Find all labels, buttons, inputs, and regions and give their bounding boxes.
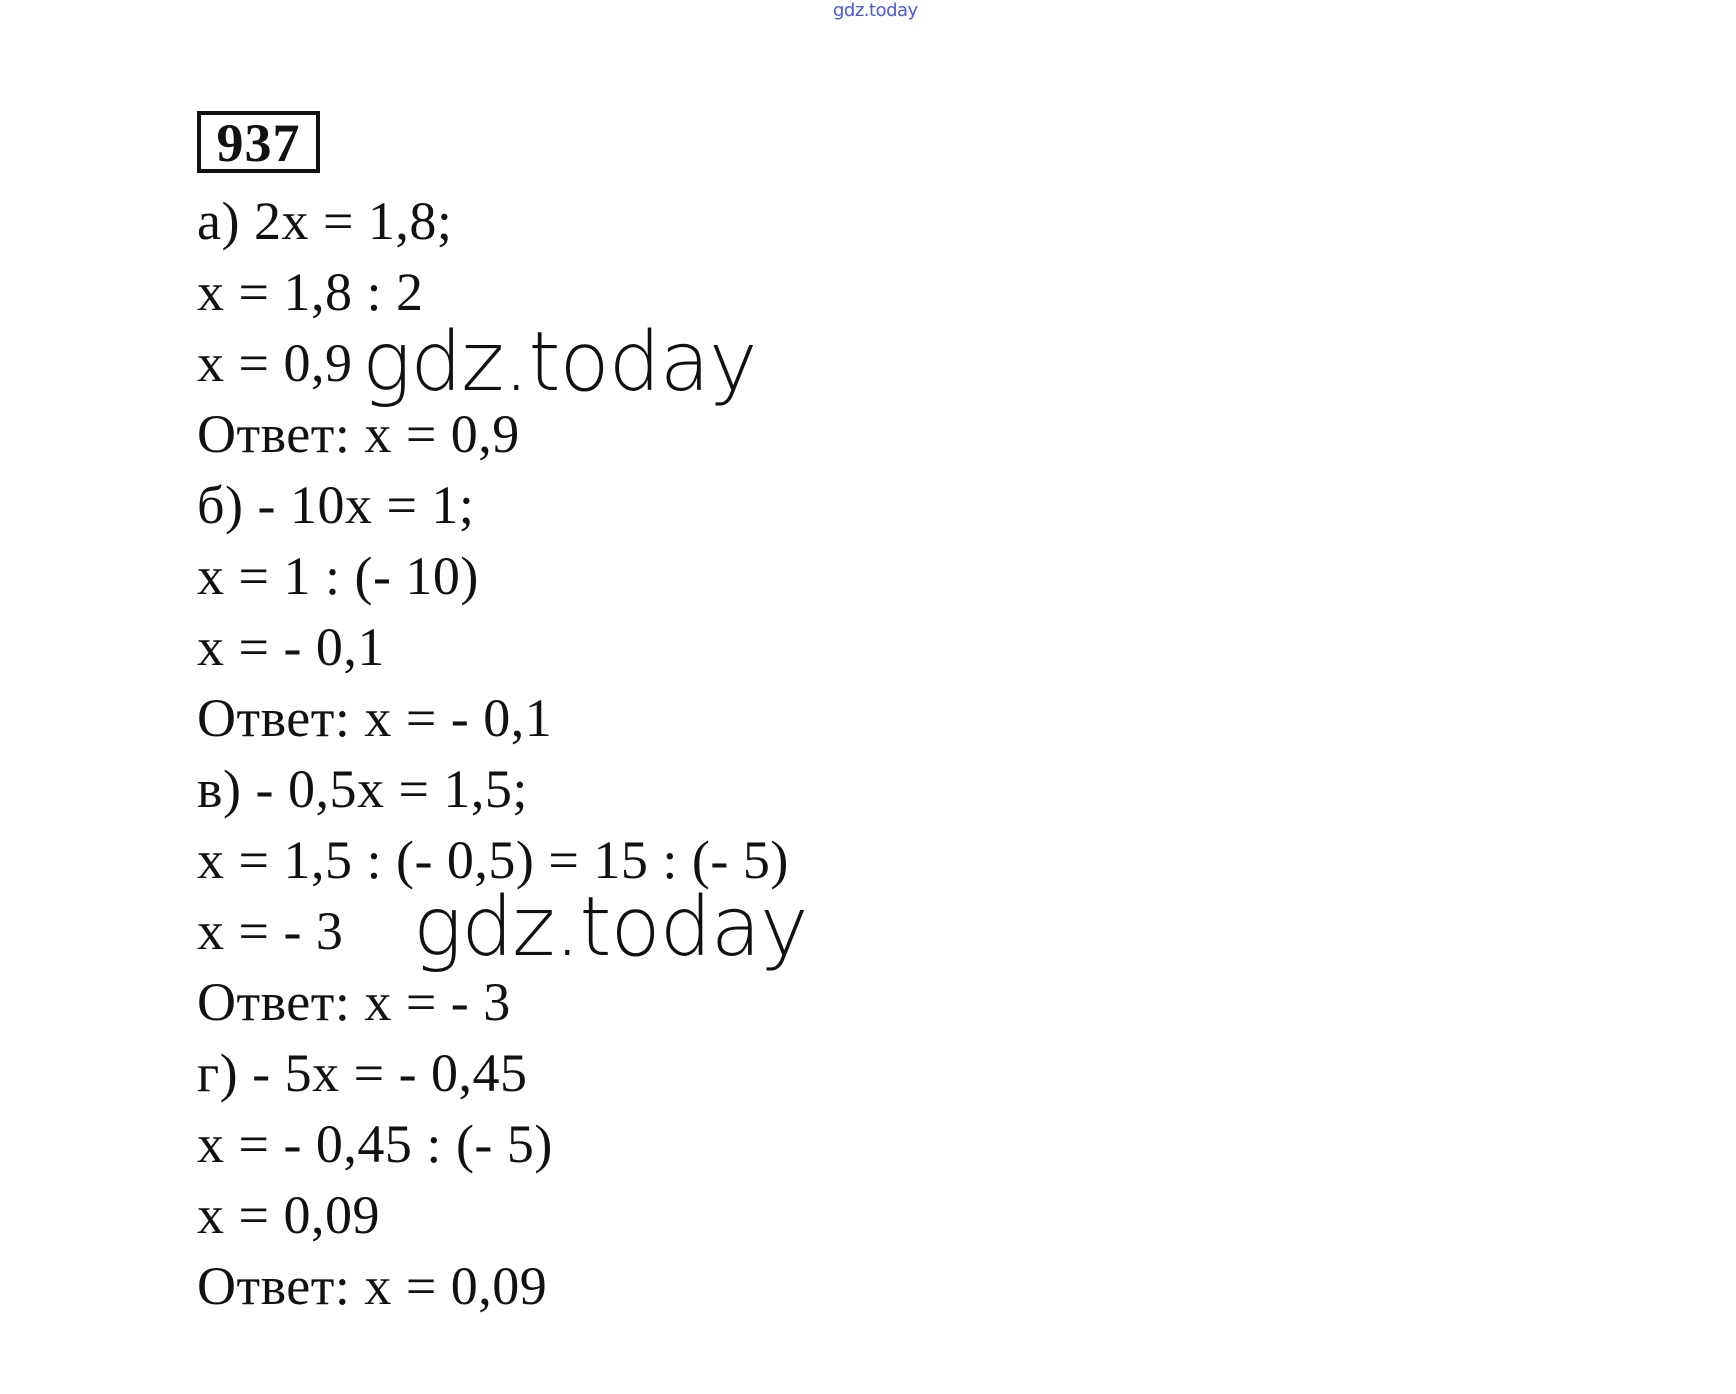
solution-line: x = 1,5 : (- 0,5) = 15 : (- 5) xyxy=(197,830,789,890)
solution-line: Ответ: x = - 3 xyxy=(197,972,511,1032)
solution-line: Ответ: x = 0,9 xyxy=(197,404,520,464)
solution-line: Ответ: x = - 0,1 xyxy=(197,688,553,748)
solution-line: x = 0,9 xyxy=(197,333,353,393)
solution-line: x = 1 : (- 10) xyxy=(197,546,479,606)
solution-line: Ответ: x = 0,09 xyxy=(197,1256,548,1316)
solution-line: x = - 0,1 xyxy=(197,617,385,677)
solution-line: а) 2x = 1,8; xyxy=(197,191,453,251)
watermark: gdz.today xyxy=(362,315,757,410)
watermark: gdz.today xyxy=(413,880,808,975)
solution-line: в) - 0,5x = 1,5; xyxy=(197,759,528,819)
solution-line: x = - 0,45 : (- 5) xyxy=(197,1114,553,1174)
top-watermark: gdz.today xyxy=(833,0,918,21)
solution-line: x = - 3 xyxy=(197,901,344,961)
solution-line: x = 1,8 : 2 xyxy=(197,262,424,322)
solution-line: б) - 10x = 1; xyxy=(197,475,475,535)
solution-line: г) - 5x = - 0,45 xyxy=(197,1043,528,1103)
problem-number: 937 xyxy=(197,111,320,173)
solution-line: x = 0,09 xyxy=(197,1185,380,1245)
